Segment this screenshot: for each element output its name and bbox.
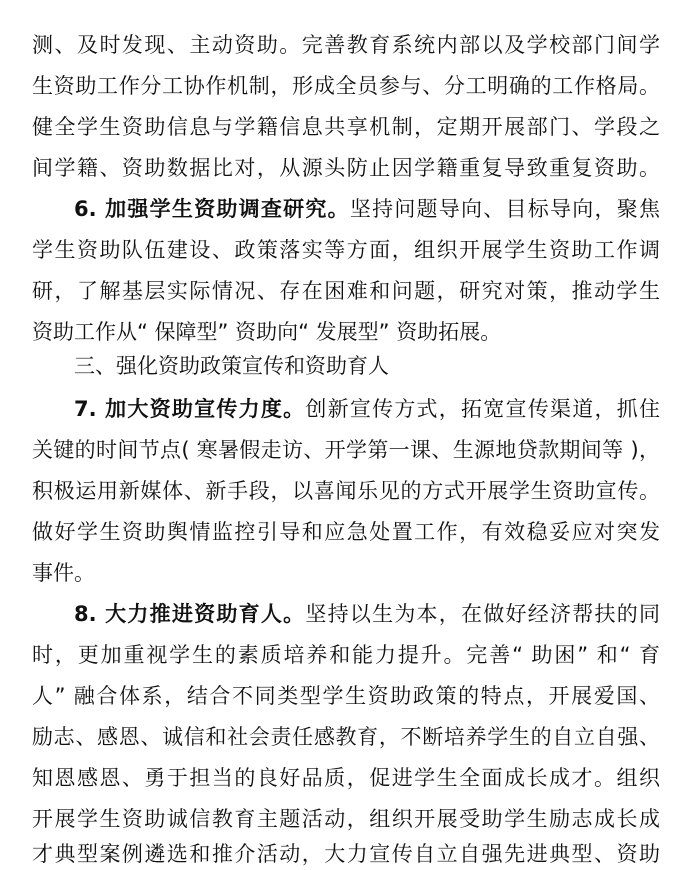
paragraph-2-line-2: 学生资助队伍建设、政策落实等方面，组织开展学生资助工作调 bbox=[32, 238, 660, 262]
paragraph-1-line-3: 健全学生资助信息与学籍信息共享机制，定期开展部门、学段之 bbox=[32, 115, 660, 139]
paragraph-4-line-2: 时，更加重视学生的素质培养和能力提升。完善“ 助困” 和“ 育 bbox=[32, 643, 660, 667]
paragraph-2-title: 6. 加强学生资助调查研究。 bbox=[74, 197, 350, 221]
paragraph-3-first-line bbox=[74, 393, 660, 425]
paragraph-4-first-line-text: 坚持以生为本，在做好经济帮扶的同 bbox=[305, 602, 660, 626]
paragraph-3-first-line-text: 创新宣传方式，拓宽宣传渠道，抓住 bbox=[305, 397, 660, 421]
paragraph-4-line-3: 人” 融合体系，结合不同类型学生资助政策的特点，开展爱国、 bbox=[32, 684, 660, 708]
paragraph-4-first-line bbox=[74, 598, 660, 630]
paragraph-3-line-2: 关键的时间节点( 寒暑假走访、开学第一课、生源地贷款期间等 )， bbox=[32, 438, 660, 462]
paragraph-4-line-7: 才典型案例遴选和推介活动，大力宣传自立自强先进典型、资助 bbox=[32, 842, 660, 866]
paragraph-3-line-4: 做好学生资助舆情监控引导和应急处置工作，有效稳妥应对突发 bbox=[32, 520, 660, 544]
paragraph-3-line-5: 事件。 bbox=[32, 561, 95, 585]
paragraph-2-line-3: 研，了解基层实际情况、存在困难和问题，研究对策，推动学生 bbox=[32, 279, 660, 303]
paragraph-2-first-line-text: 坚持问题导向、目标导向，聚焦 bbox=[349, 197, 660, 221]
paragraph-4-title: 8. 大力推进资助育人。 bbox=[74, 602, 306, 626]
paragraph-4-line-4: 励志、感恩、诚信和社会责任感教育，不断培养学生的自立自强、 bbox=[32, 725, 660, 749]
paragraph-4-line-5: 知恩感恩、勇于担当的良好品质，促进学生全面成长成才。组织 bbox=[32, 766, 660, 790]
paragraph-1-line-1: 测、及时发现、主动资助。完善教育系统内部以及学校部门间学 bbox=[32, 33, 660, 57]
paragraph-2-line-4: 资助工作从“ 保障型” 资助向“ 发展型” 资助拓展。 bbox=[32, 320, 502, 344]
paragraph-1-line-4: 间学籍、资助数据比对，从源头防止因学籍重复导致重复资助。 bbox=[32, 156, 660, 180]
paragraph-4-line-6: 开展学生资助诚信教育主题活动，组织开展受助学生励志成长成 bbox=[32, 807, 660, 831]
paragraph-3-title: 7. 加大资助宣传力度。 bbox=[74, 397, 306, 421]
paragraph-2-first-line bbox=[74, 193, 660, 225]
section-heading: 三、强化资助政策宣传和资助育人 bbox=[74, 354, 389, 378]
paragraph-1-line-2: 生资助工作分工协作机制，形成全员参与、分工明确的工作格局。 bbox=[32, 74, 660, 98]
paragraph-3-line-3: 积极运用新媒体、新手段，以喜闻乐见的方式开展学生资助宣传。 bbox=[32, 479, 660, 503]
